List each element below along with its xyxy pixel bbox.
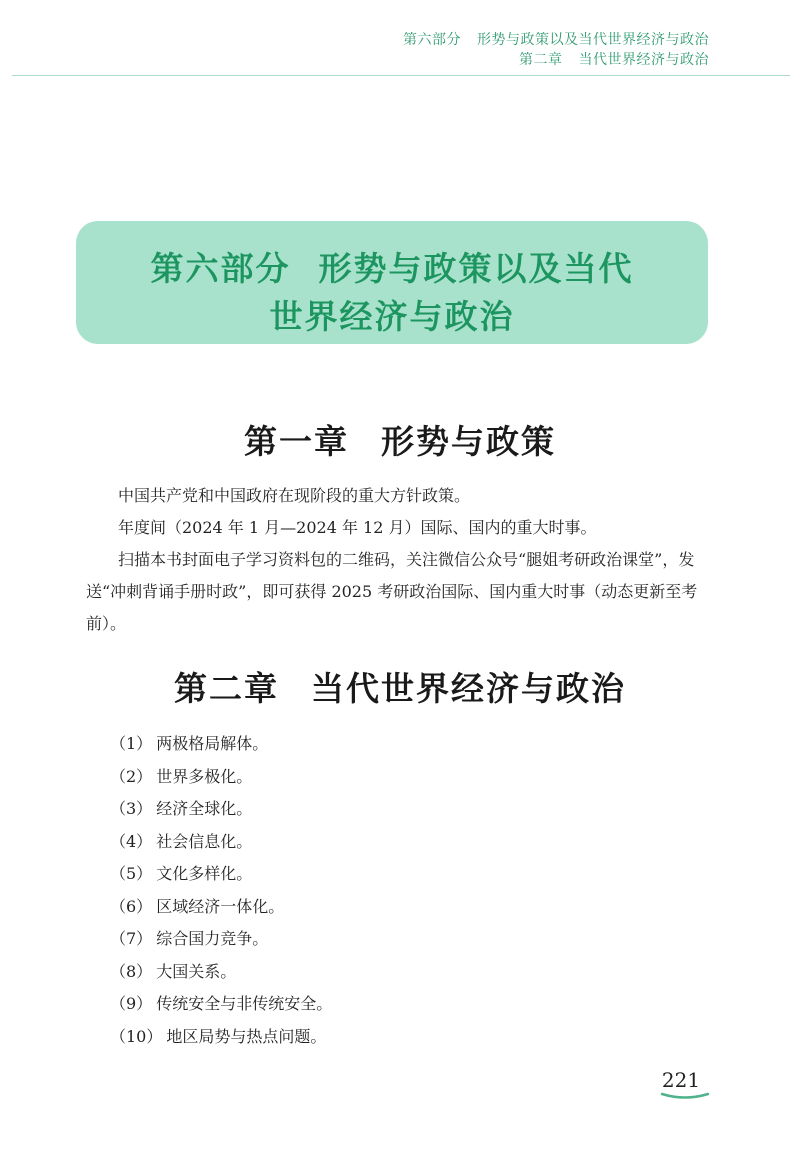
running-header-chapter-title: 当代世界经济与政治 <box>578 52 709 68</box>
chapter2-topic-list <box>110 728 332 1053</box>
list-item-text: 社会信息化。 <box>156 831 253 851</box>
running-header <box>403 30 709 70</box>
running-header-chapter-label: 第二章 <box>519 52 563 68</box>
running-header-part <box>403 30 709 50</box>
list-item-number: （7） <box>110 929 153 948</box>
list-item-text: 经济全球化。 <box>156 799 253 818</box>
list-item-text: 传统安全与非传统安全。 <box>156 994 333 1013</box>
chapter1-paragraph: 中国共产党和中国政府在现阶段的重大方针政策。 <box>118 486 471 505</box>
list-item-number: （10） <box>110 1026 163 1046</box>
list-item-number: （4） <box>110 831 153 851</box>
list-item-number: （6） <box>110 896 153 916</box>
part-banner-title-line1: 形势与政策以及当代 <box>318 249 634 288</box>
list-item-text: 区域经济一体化。 <box>156 896 285 916</box>
part-banner-line1 <box>76 243 708 290</box>
list-item <box>110 891 332 924</box>
part-banner <box>76 221 708 344</box>
header-divider <box>12 75 790 76</box>
chapter1-title: 形势与政策 <box>381 422 556 461</box>
chapter1-paragraph: 扫描本书封面电子学习资料包的二维码，关注微信公众号“腿姐考研政治课堂”，发送“冲刺背诵手册时政”，即可获得 2025 考研政治国际、国内重大时事（动态更新至考前）。 <box>86 550 698 633</box>
page-number: 221 <box>661 1068 701 1092</box>
list-item <box>110 988 332 1021</box>
part-banner-title-line2: 世界经济与政治 <box>269 297 515 336</box>
page-number-swoosh-icon <box>660 1091 710 1101</box>
list-item <box>110 956 332 989</box>
part-banner-label: 第六部分 <box>150 249 291 288</box>
list-item-number: （9） <box>110 994 153 1013</box>
list-item-text: 综合国力竞争。 <box>156 929 269 948</box>
running-header-chapter <box>403 50 709 70</box>
list-item <box>110 793 332 826</box>
list-item-number: （5） <box>110 864 153 883</box>
list-item-number: （2） <box>110 766 153 786</box>
chapter1-heading <box>0 416 800 463</box>
list-item-text: 文化多样化。 <box>156 864 253 883</box>
list-item <box>110 826 332 859</box>
list-item-text: 世界多极化。 <box>156 766 253 786</box>
list-item-number: （1） <box>110 734 153 753</box>
list-item-text: 地区局势与热点问题。 <box>166 1026 327 1046</box>
list-item-text: 两极格局解体。 <box>156 734 269 753</box>
list-item <box>110 858 332 891</box>
chapter2-label: 第二章 <box>174 669 279 708</box>
list-item <box>110 728 332 761</box>
chapter1-label: 第一章 <box>244 422 349 461</box>
list-item-text: 大国关系。 <box>156 961 237 981</box>
list-item <box>110 923 332 956</box>
chapter1-paragraph: 年度间（2024 年 1 月—2024 年 12 月）国际、国内的重大时事。 <box>118 518 597 537</box>
list-item <box>110 1021 332 1054</box>
list-item <box>110 761 332 794</box>
chapter2-heading <box>0 663 800 710</box>
list-item-number: （3） <box>110 799 153 818</box>
running-header-part-title: 形势与政策以及当代世界经济与政治 <box>477 32 709 48</box>
chapter2-title: 当代世界经济与政治 <box>311 669 626 708</box>
running-header-part-label: 第六部分 <box>403 32 461 48</box>
list-item-number: （8） <box>110 961 153 981</box>
